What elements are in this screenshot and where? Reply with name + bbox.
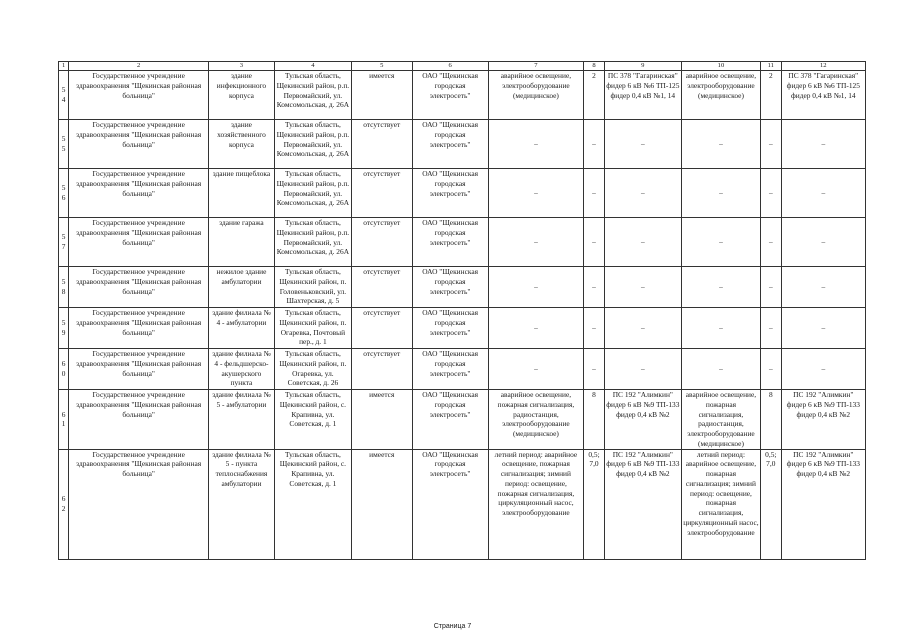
feeder-cell: –	[604, 267, 681, 308]
feeder-cell: –	[781, 308, 865, 349]
building-cell: здание филиала № 4 - амбулатории	[209, 308, 275, 349]
supplier-cell: ОАО "Щекинская городская электросеть"	[412, 267, 488, 308]
header-cell: 8	[584, 62, 605, 71]
supplier-cell: ОАО "Щекинская городская электросеть"	[412, 120, 488, 169]
power-cell: –	[761, 218, 782, 267]
equipment-cell: –	[681, 267, 760, 308]
power-cell: –	[761, 169, 782, 218]
equipment-cell: летний период: аварийное освещение, пожарная сигнализация; зимний период: освещение, пожарная сигнализация, циркуляционный насос, электрооборудование	[488, 449, 584, 559]
organization-cell: Государственное учреждение здравоохранения "Щекинская районная больница"	[69, 169, 209, 218]
supplier-cell: ОАО "Щекинская городская электросеть"	[412, 349, 488, 390]
building-cell: здание филиала № 5 - пункта теплоснабжения амбулатории	[209, 449, 275, 559]
row-number: 60	[59, 349, 69, 390]
equipment-cell: –	[488, 349, 584, 390]
address-cell: Тульская область, Щекинский район, р.п. Первомайский, ул. Комсомольская, д. 26А	[274, 71, 351, 120]
header-cell: 7	[488, 62, 584, 71]
feeder-cell: –	[604, 218, 681, 267]
power-cell: –	[761, 267, 782, 308]
feeder-cell: –	[604, 349, 681, 390]
address-cell: Тульская область, Щекинский район, с. Крапивна, ул. Советская, д. 1	[274, 449, 351, 559]
feeder-cell: –	[781, 120, 865, 169]
status-cell: имеется	[351, 71, 412, 120]
table-row	[59, 308, 866, 349]
equipment-cell: –	[488, 169, 584, 218]
power-cell: –	[584, 218, 605, 267]
feeder-cell: –	[781, 169, 865, 218]
address-cell: Тульская область, Щекинский район, р.п. Первомайский, ул. Комсомольская, д. 26А	[274, 120, 351, 169]
feeder-cell: ПС 192 "Алимкин" фидер 6 кВ №9 ТП-133 фидер 0,4 кВ №2	[604, 449, 681, 559]
power-cell: –	[584, 308, 605, 349]
organization-cell: Государственное учреждение здравоохранения "Щекинская районная больница"	[69, 120, 209, 169]
equipment-cell: –	[681, 120, 760, 169]
header-cell: 9	[604, 62, 681, 71]
equipment-cell: –	[488, 267, 584, 308]
power-cell: –	[761, 308, 782, 349]
feeder-cell: ПС 192 "Алимкин" фидер 6 кВ №9 ТП-133 фидер 0,4 кВ №2	[781, 449, 865, 559]
row-number: 59	[59, 308, 69, 349]
feeder-cell: –	[781, 349, 865, 390]
address-cell: Тульская область, Щекинский район, п. Головеньковский, ул. Шахтерская, д. 5	[274, 267, 351, 308]
feeder-cell: ПС 378 "Гагаринская" фидер 6 кВ №6 ТП-125 фидер 0,4 кВ №1, 14	[604, 71, 681, 120]
supplier-cell: ОАО "Щекинская городская электросеть"	[412, 71, 488, 120]
building-cell: здание филиала № 4 - фельдшерско-акушерского пункта	[209, 349, 275, 390]
row-number: 62	[59, 449, 69, 559]
table-row	[59, 120, 866, 169]
organization-cell: Государственное учреждение здравоохранения "Щекинская районная больница"	[69, 267, 209, 308]
equipment-cell: аварийное освещение, электрооборудование (медицинское)	[681, 71, 760, 120]
equipment-cell: –	[681, 308, 760, 349]
table-row	[59, 390, 866, 450]
table-row	[59, 218, 866, 267]
feeder-cell: ПС 192 "Алимкин" фидер 6 кВ №9 ТП-133 фидер 0,4 кВ №2	[781, 390, 865, 450]
equipment-cell: –	[681, 218, 760, 267]
status-cell: имеется	[351, 449, 412, 559]
header-cell: 4	[274, 62, 351, 71]
power-cell: –	[584, 349, 605, 390]
building-cell: нежилое здание амбулатории	[209, 267, 275, 308]
equipment-cell: аварийное освещение, пожарная сигнализация, радиостанция, электрооборудование (медицинское)	[488, 390, 584, 450]
table-row	[59, 349, 866, 390]
status-cell: отсутствует	[351, 120, 412, 169]
feeder-cell: –	[781, 267, 865, 308]
feeder-cell: –	[781, 218, 865, 267]
page-footer: Страница 7	[433, 623, 472, 630]
power-cell: 2	[761, 71, 782, 120]
power-cell: –	[584, 120, 605, 169]
equipment-cell: аварийное освещение, пожарная сигнализация, радиостанция, электрооборудование (медицинское)	[681, 390, 760, 450]
building-cell: здание пищеблока	[209, 169, 275, 218]
power-cell: 2	[584, 71, 605, 120]
header-cell: 11	[761, 62, 782, 71]
building-cell: здание хозяйственного корпуса	[209, 120, 275, 169]
power-cell: –	[761, 349, 782, 390]
data-table	[58, 61, 866, 560]
organization-cell: Государственное учреждение здравоохранения "Щекинская районная больница"	[69, 349, 209, 390]
header-cell: 6	[412, 62, 488, 71]
organization-cell: Государственное учреждение здравоохранения "Щекинская районная больница"	[69, 218, 209, 267]
row-number: 56	[59, 169, 69, 218]
status-cell: отсутствует	[351, 349, 412, 390]
header-cell: 1	[59, 62, 69, 71]
row-number: 55	[59, 120, 69, 169]
row-number: 54	[59, 71, 69, 120]
address-cell: Тульская область, Щекинский район, р.п. Первомайский, ул. Комсомольская, д. 26А	[274, 218, 351, 267]
supplier-cell: ОАО "Щекинская городская электросеть"	[412, 449, 488, 559]
address-cell: Тульская область, Щекинский район, с. Крапивна, ул. Советская, д. 1	[274, 390, 351, 450]
organization-cell: Государственное учреждение здравоохранения "Щекинская районная больница"	[69, 390, 209, 450]
power-cell: 8	[761, 390, 782, 450]
header-row	[59, 62, 866, 71]
status-cell: отсутствует	[351, 169, 412, 218]
power-cell: 0,5; 7,0	[584, 449, 605, 559]
power-cell: 0,5; 7,0	[761, 449, 782, 559]
equipment-cell: летний период: аварийное освещение, пожарная сигнализация; зимний период: освещение, пожарная сигнализация, циркуляционный насос, электрооборудование	[681, 449, 760, 559]
table-row	[59, 71, 866, 120]
building-cell: здание инфекционного корпуса	[209, 71, 275, 120]
supplier-cell: ОАО "Щекинская городская электросеть"	[412, 218, 488, 267]
organization-cell: Государственное учреждение здравоохранения "Щекинская районная больница"	[69, 71, 209, 120]
power-cell: –	[584, 169, 605, 218]
row-number: 58	[59, 267, 69, 308]
header-cell: 12	[781, 62, 865, 71]
table-row	[59, 267, 866, 308]
header-cell: 5	[351, 62, 412, 71]
equipment-cell: аварийное освещение, электрооборудование (медицинское)	[488, 71, 584, 120]
building-cell: здание филиала № 5 - амбулатории	[209, 390, 275, 450]
organization-cell: Государственное учреждение здравоохранения "Щекинская районная больница"	[69, 308, 209, 349]
equipment-cell: –	[488, 120, 584, 169]
header-cell: 3	[209, 62, 275, 71]
status-cell: отсутствует	[351, 218, 412, 267]
equipment-cell: –	[681, 169, 760, 218]
status-cell: имеется	[351, 390, 412, 450]
supplier-cell: ОАО "Щекинская городская электросеть"	[412, 169, 488, 218]
feeder-cell: –	[604, 169, 681, 218]
table-row	[59, 169, 866, 218]
header-cell: 2	[69, 62, 209, 71]
feeder-cell: –	[604, 308, 681, 349]
equipment-cell: –	[488, 308, 584, 349]
supplier-cell: ОАО "Щекинская городская электросеть"	[412, 308, 488, 349]
address-cell: Тульская область, Щекинский район, п. Огаревка, ул. Советская, д. 26	[274, 349, 351, 390]
feeder-cell: ПС 192 "Алимкин" фидер 6 кВ №9 ТП-133 фидер 0,4 кВ №2	[604, 390, 681, 450]
equipment-cell: –	[488, 218, 584, 267]
status-cell: отсутствует	[351, 308, 412, 349]
building-cell: здание гаража	[209, 218, 275, 267]
feeder-cell: –	[604, 120, 681, 169]
feeder-cell: ПС 378 "Гагаринская" фидер 6 кВ №6 ТП-125 фидер 0,4 кВ №1, 14	[781, 71, 865, 120]
power-cell: 8	[584, 390, 605, 450]
equipment-cell: –	[681, 349, 760, 390]
row-number: 61	[59, 390, 69, 450]
address-cell: Тульская область, Щекинский район, п. Огаревка, Почтовый пер., д. 1	[274, 308, 351, 349]
supplier-cell: ОАО "Щекинская городская электросеть"	[412, 390, 488, 450]
header-cell: 10	[681, 62, 760, 71]
row-number: 57	[59, 218, 69, 267]
status-cell: отсутствует	[351, 267, 412, 308]
address-cell: Тульская область, Щекинский район, р.п. Первомайский, ул. Комсомольская, д. 26А	[274, 169, 351, 218]
power-cell: –	[584, 267, 605, 308]
power-cell: –	[761, 120, 782, 169]
organization-cell: Государственное учреждение здравоохранения "Щекинская районная больница"	[69, 449, 209, 559]
table-row	[59, 449, 866, 559]
